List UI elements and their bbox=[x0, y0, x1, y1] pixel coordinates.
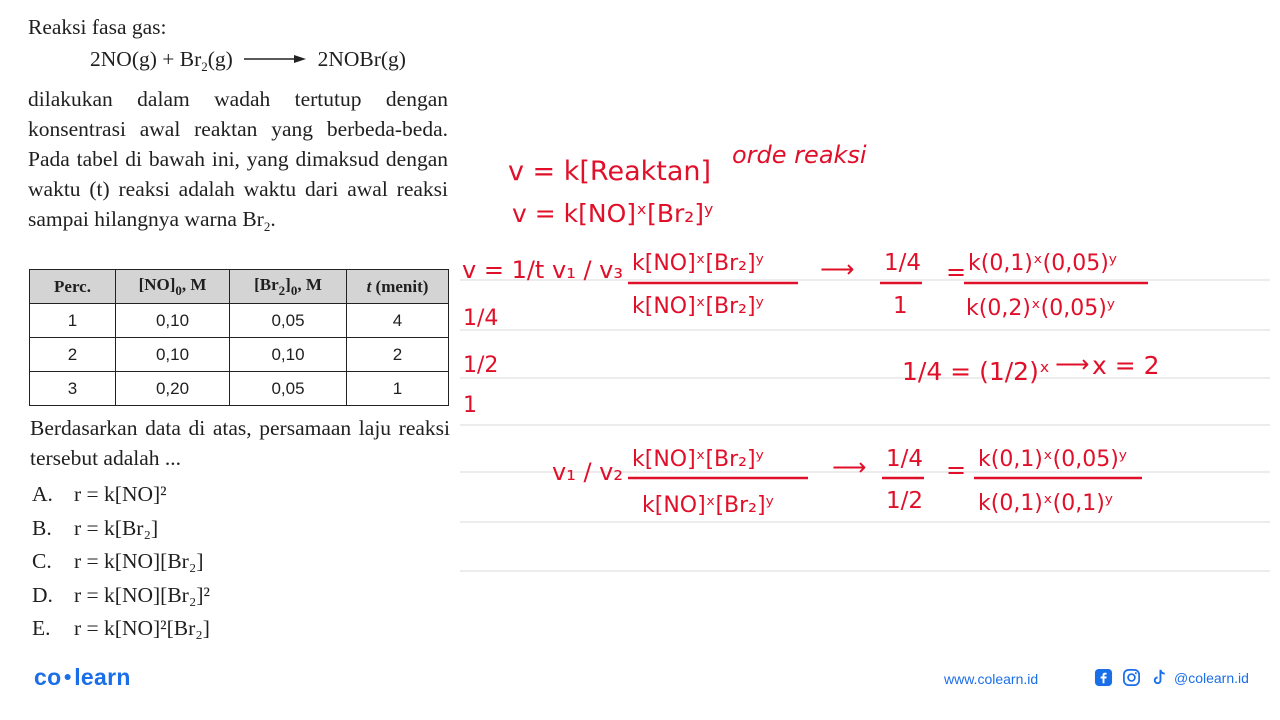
hw-side-quarter: 1/4 bbox=[463, 306, 499, 331]
table-header: t (menit) bbox=[347, 270, 449, 304]
hw-ratio-a-value-bot: 1 bbox=[893, 293, 908, 319]
hw-ratio-a-denominator: k[NO]ˣ[Br₂]ʸ bbox=[632, 294, 764, 319]
table-header: $[Br_2]_0$, M bbox=[230, 270, 347, 304]
hw-rate-law: v = k[Reaktan] bbox=[508, 156, 712, 187]
hw-v-definition: v = 1/t bbox=[462, 256, 545, 284]
tiktok-icon[interactable] bbox=[1150, 668, 1169, 687]
svg-text:⟶: ⟶ bbox=[820, 255, 855, 283]
hw-ratio-a-left: v₁ / v₃ bbox=[552, 256, 623, 284]
hw-ratio-b-right-top: k(0,1)ˣ(0,05)ʸ bbox=[978, 447, 1128, 472]
colearn-logo: co ●learn bbox=[34, 664, 131, 690]
hw-side-one: 1 bbox=[463, 393, 477, 418]
svg-text:=: = bbox=[946, 258, 967, 286]
facebook-icon[interactable] bbox=[1094, 668, 1113, 687]
hw-ratio-b-left: v₁ / v₂ bbox=[552, 458, 623, 486]
hw-solve-x: 1/4 = (1/2)ˣ bbox=[902, 357, 1050, 386]
option-d[interactable]: D. r = k[NO][Br₂]² bbox=[32, 582, 210, 607]
hw-rate-expression: v = k[NO]ˣ[Br₂]ʸ bbox=[512, 199, 714, 228]
svg-text:=: = bbox=[946, 456, 967, 484]
equation-right: 2NOBr(g) bbox=[317, 47, 406, 71]
hw-ratio-a-right-bot: k(0,2)ˣ(0,05)ʸ bbox=[966, 296, 1116, 321]
option-c[interactable]: C. r = k[NO][Br₂] bbox=[32, 549, 204, 573]
table-row: 2 0,10 0,10 2 bbox=[30, 338, 449, 372]
svg-text:⟶: ⟶ bbox=[832, 453, 867, 481]
hw-ratio-a-right-top: k(0,1)ˣ(0,05)ʸ bbox=[968, 251, 1118, 276]
ruled-lines bbox=[460, 280, 1270, 571]
hw-ratio-b-right-bot: k(0,1)ˣ(0,1)ʸ bbox=[978, 491, 1114, 516]
hw-ratio-b-denominator: k[NO]ˣ[Br₂]ʸ bbox=[642, 493, 774, 518]
social-handle[interactable]: @colearn.id bbox=[1174, 669, 1249, 686]
social-links bbox=[1094, 668, 1249, 687]
hw-ratio-a-value-top: 1/4 bbox=[884, 250, 922, 276]
table-row: 3 0,20 0,05 1 bbox=[30, 372, 449, 406]
svg-text:⟶: ⟶ bbox=[1055, 350, 1090, 378]
option-b[interactable]: B. r = k[Br₂] bbox=[32, 515, 159, 540]
reaction-equation: $2NO(g) + Br_2(g)$ 2NOBr(g) bbox=[90, 47, 406, 74]
option-e[interactable]: E. r = k[NO]²[Br₂] bbox=[32, 616, 210, 640]
hw-ratio-b-value-bot: 1/2 bbox=[886, 488, 924, 514]
instagram-icon[interactable] bbox=[1122, 668, 1141, 687]
hw-order-note: orde reaksi bbox=[732, 141, 867, 169]
table-header: $[NO]_0$, M bbox=[116, 270, 230, 304]
table-header: Perc. bbox=[30, 270, 116, 304]
hw-side-half: 1/2 bbox=[463, 353, 499, 378]
question-paragraph: dilakukan dalam wadah tertutup dengan konsentrasi awal reaktan yang berbeda-beda. Pada tabel di bawah ini, yang dimaksud dengan waktu (t) reaksi adalah waktu dari awal reaksi sampai hilangnya warna $Br_2$. bbox=[28, 87, 448, 234]
hw-result-x: x = 2 bbox=[1092, 351, 1160, 380]
hw-ratio-b-numerator: k[NO]ˣ[Br₂]ʸ bbox=[632, 447, 764, 472]
option-a[interactable]: A. r = k[NO]² bbox=[32, 482, 167, 506]
hw-ratio-a-numerator: k[NO]ˣ[Br₂]ʸ bbox=[632, 251, 764, 276]
question-intro: Reaksi fasa gas: bbox=[28, 15, 167, 39]
question-prompt: Berdasarkan data di atas, persamaan laju reaksi tersebut adalah ... bbox=[30, 416, 450, 470]
footer-url[interactable]: www.colearn.id bbox=[944, 671, 1039, 687]
equation-left: 2NO(g) + Br bbox=[90, 47, 202, 71]
hw-ratio-b-value-top: 1/4 bbox=[886, 446, 924, 472]
table-row: 1 0,10 0,05 4 bbox=[30, 304, 449, 338]
